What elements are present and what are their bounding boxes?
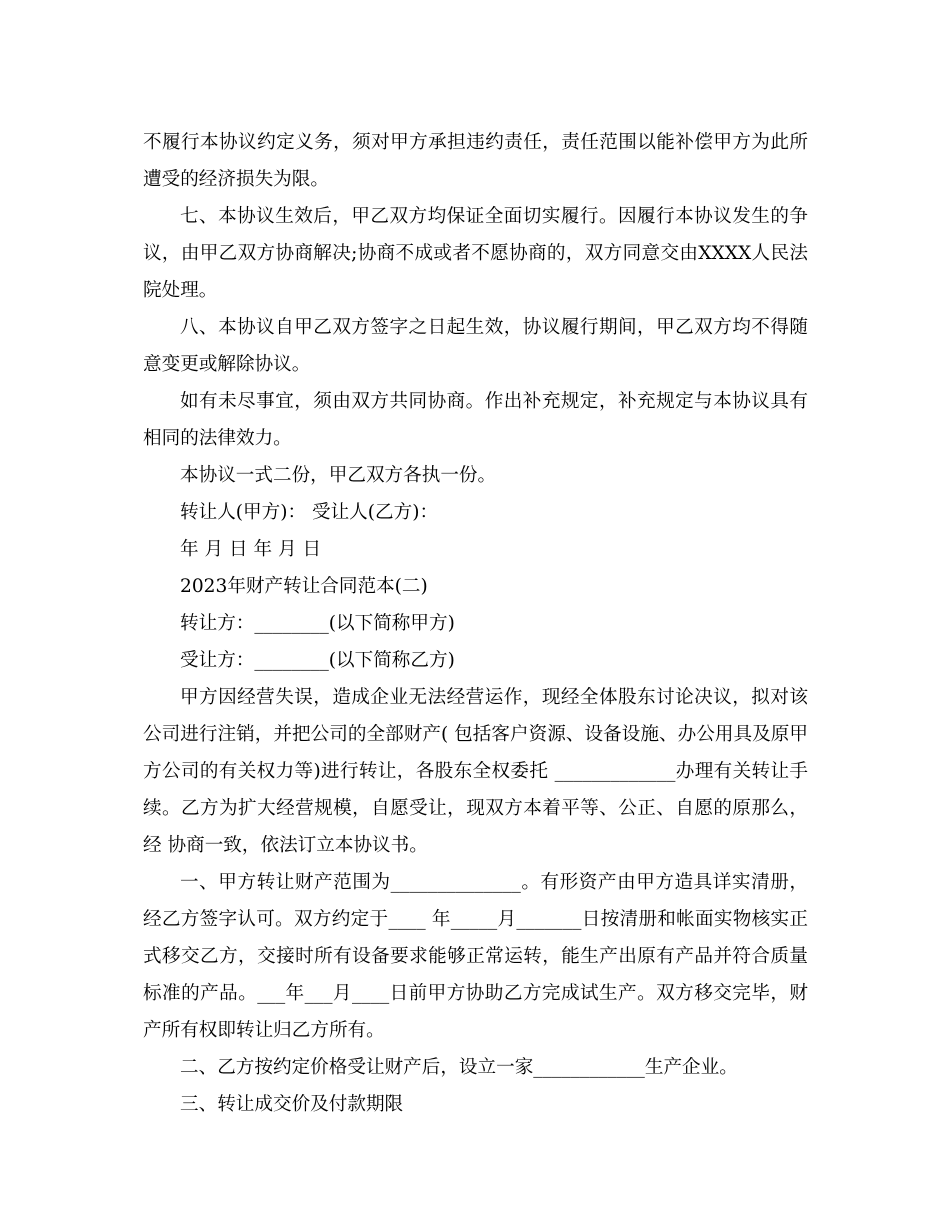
paragraph-supplementary: 如有未尽事宜，须由双方共同协商。作出补充规定，补充规定与本协议具有相同的法律效力。 xyxy=(143,391,808,449)
paragraph-copies: 本协议一式二份，甲乙双方各执一份。 xyxy=(180,465,497,486)
signature-date-line: 年 月 日 年 月 日 xyxy=(180,539,322,560)
paragraph-clause-two: 二、乙方按约定价格受让财产后，设立一家____________生产企业。 xyxy=(180,1057,738,1078)
paragraph-clause-one: 一、甲方转让财产范围为______________。有形资产由甲方造具详实清册，经乙方签字认可。双方约定于____ 年_____月_______日按清册和帐面实物核实正式移交乙方，交接时所有设备要求能够正常运转，能生产出原有产品并符合质量标准的产品。___年___月____日前甲方协助乙方完成试生产。双方移交完毕，财产所有权即转让归乙方所有。 xyxy=(143,872,808,1041)
paragraph-breach-liability: 不履行本协议约定义务，须对甲方承担违约责任，责任范围以能补偿甲方为此所遭受的经济损失为限。 xyxy=(143,132,808,190)
paragraph-preamble: 甲方因经营失误，造成企业无法经营运作，现经全体股东讨论决议，拟对该公司进行注销，并把公司的全部财产( 包括客户资源、设备设施、办公用具及原甲方公司的有关权力等)进行转让，各股东全权委托 _____________办理有关转让手续。乙方为扩大经营规模，自愿受让，现双方本着平等、公正、自愿的原那么，经 协商一致，依法订立本协议书。 xyxy=(143,687,808,856)
paragraph-clause-three: 三、转让成交价及付款期限 xyxy=(180,1094,404,1115)
transferor-line: 转让方：________(以下简称甲方) xyxy=(180,613,455,634)
paragraph-clause-seven: 七、本协议生效后，甲乙双方均保证全面切实履行。因履行本协议发生的争议，由甲乙双方协商解决;协商不成或者不愿协商的，双方同意交由XXXX人民法院处理。 xyxy=(143,206,808,301)
signature-parties-line: 转让人(甲方)： 受让人(乙方)： xyxy=(180,502,439,523)
paragraph-clause-eight: 八、本协议自甲乙双方签字之日起生效，协议履行期间，甲乙双方均不得随意变更或解除协议。 xyxy=(143,317,808,375)
transferee-line: 受让方：________(以下简称乙方) xyxy=(180,650,455,671)
contract-title-two: 2023年财产转让合同范本(二) xyxy=(180,576,428,597)
document-body xyxy=(143,124,808,1123)
